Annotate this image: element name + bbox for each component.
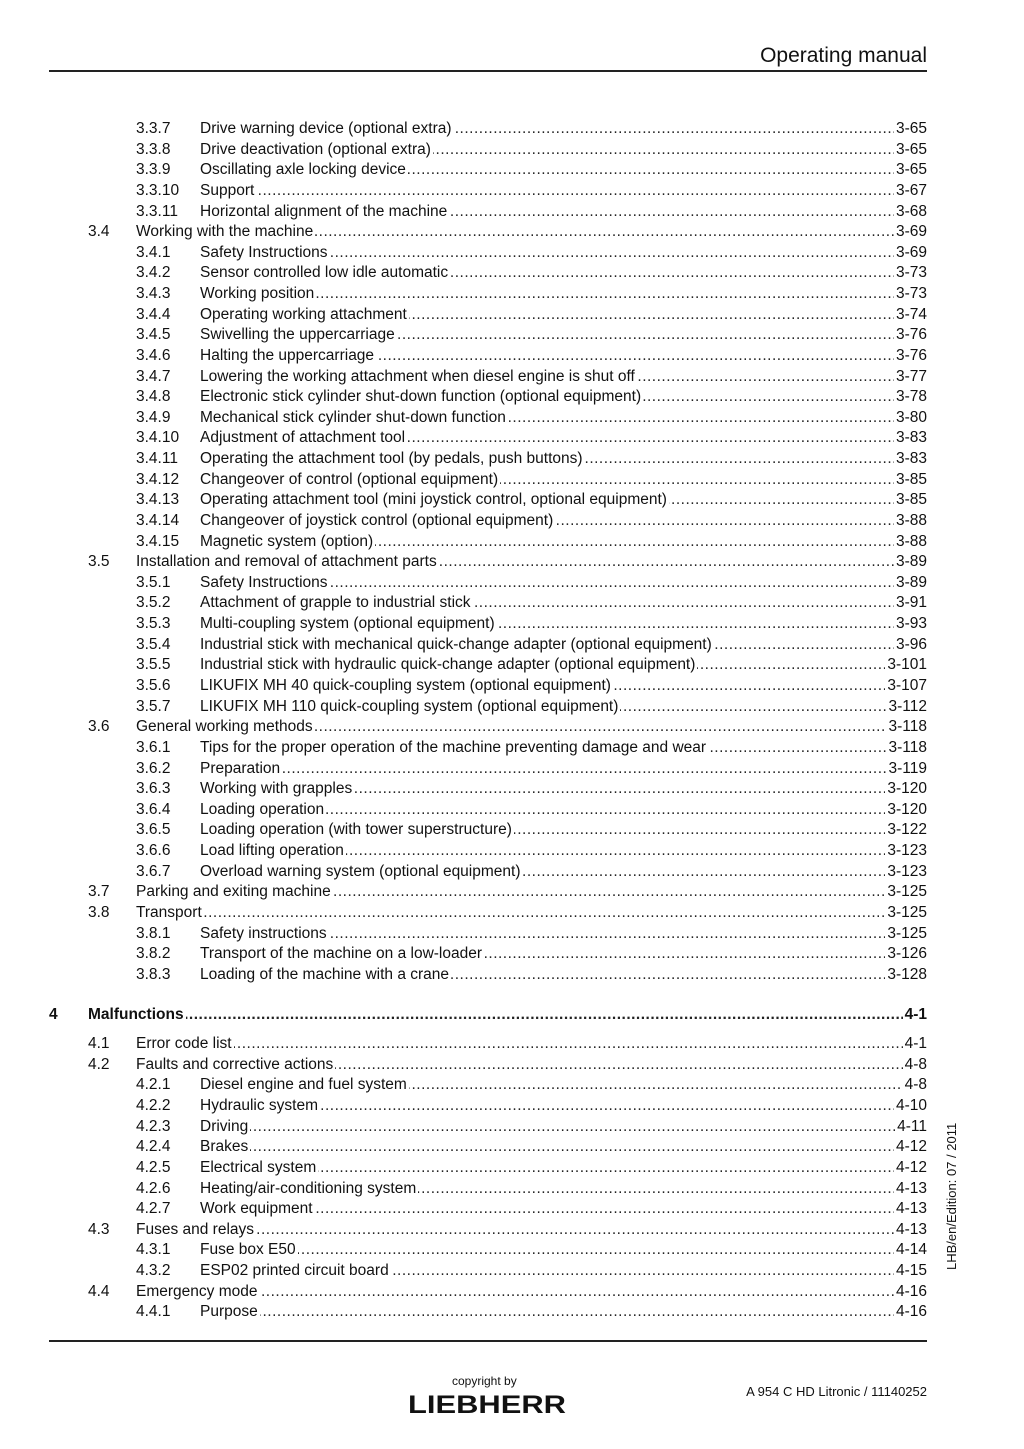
toc-page-number: 3-128 [887, 966, 927, 983]
toc-row [136, 841, 927, 861]
toc-row [136, 779, 927, 799]
toc-number: 3.3.7 [136, 120, 171, 137]
toc-number: 3.4.1 [136, 244, 171, 261]
toc-number: 3.5.2 [136, 594, 171, 611]
toc-page-number: 3-125 [887, 925, 927, 942]
toc-entry-title: Multi-coupling system (optional equipment) [200, 615, 495, 632]
toc-row [136, 387, 927, 407]
toc-row [136, 305, 927, 325]
toc-row [136, 944, 927, 964]
toc-number: 4.2.5 [136, 1159, 171, 1176]
toc-entry-title: Faults and corrective actions [136, 1056, 334, 1073]
toc-leader-dots [200, 1137, 927, 1157]
toc-page-number: 3-107 [887, 677, 927, 694]
toc-number: 4.3.1 [136, 1241, 171, 1258]
toc-row [136, 1179, 927, 1199]
toc-entry-title: Magnetic system (option) [200, 533, 374, 550]
toc-row [136, 1096, 927, 1116]
liebherr-logo [408, 1392, 568, 1416]
header-rule [49, 70, 927, 72]
toc-page-number: 4-13 [895, 1200, 927, 1217]
toc-entry-title: ESP02 printed circuit board [200, 1262, 389, 1279]
toc-entry-title: Electrical system [200, 1159, 317, 1176]
toc-page-number: 3-96 [895, 636, 927, 653]
toc-entry-title: Work equipment [200, 1200, 313, 1217]
toc-row [88, 882, 927, 902]
toc-row [136, 1158, 927, 1178]
toc-entry-title: Electronic stick cylinder shut-down function (optional equipment) [200, 388, 642, 405]
toc-row [136, 1117, 927, 1137]
toc-row [136, 119, 927, 139]
toc-row [136, 181, 927, 201]
toc-page-number: 3-123 [887, 863, 927, 880]
toc-number: 4.2.2 [136, 1097, 171, 1114]
toc-chapter-row [49, 1005, 927, 1025]
toc-entry-title: Operating the attachment tool (by pedals, push buttons) [200, 450, 583, 467]
toc-number: 3.3.9 [136, 161, 171, 178]
toc-leader-dots [200, 181, 927, 201]
toc-number: 3.7 [88, 883, 110, 900]
toc-row [136, 449, 927, 469]
toc-page-number: 3-91 [895, 594, 927, 611]
toc-number: 3.6.2 [136, 760, 171, 777]
toc-page-number: 4-10 [895, 1097, 927, 1114]
toc-row [136, 862, 927, 882]
toc-number: 3.6.1 [136, 739, 171, 756]
toc-row [136, 160, 927, 180]
toc-row [136, 367, 927, 387]
toc-page-number: 3-89 [895, 574, 927, 591]
toc-entry-title: Brakes [200, 1138, 249, 1155]
toc-page-number: 3-101 [887, 656, 927, 673]
toc-entry-title: Safety Instructions [200, 244, 328, 261]
toc-row [136, 676, 927, 696]
toc-leader-dots [200, 1117, 927, 1137]
toc-row [136, 614, 927, 634]
toc-row [136, 1240, 927, 1260]
toc-page-number: 3-68 [895, 203, 927, 220]
toc-entry-title: Hydraulic system [200, 1097, 318, 1114]
toc-entry-title: Working with grapples [200, 780, 353, 797]
toc-entry-title: Support [200, 182, 255, 199]
toc-number: 3.4.2 [136, 264, 171, 281]
toc-page-number: 4-1 [904, 1006, 927, 1023]
toc-number: 4.2.3 [136, 1118, 171, 1135]
toc-row [136, 408, 927, 428]
toc-entry-title: Purpose [200, 1303, 258, 1320]
toc-number: 3.6.4 [136, 801, 171, 818]
toc-row [136, 635, 927, 655]
toc-number: 3.4.4 [136, 306, 171, 323]
toc-entry-title: Parking and exiting machine [136, 883, 331, 900]
toc-page-number: 3-88 [895, 533, 927, 550]
toc-number: 3.4.15 [136, 533, 180, 550]
toc-page-number: 3-112 [888, 698, 927, 715]
toc-entry-title: Diesel engine and fuel system [200, 1076, 407, 1093]
toc-number: 3.6.5 [136, 821, 171, 838]
toc-page-number: 3-76 [895, 347, 927, 364]
toc-page-number: 3-73 [895, 264, 927, 281]
toc-page-number: 4-13 [895, 1180, 927, 1197]
toc-number: 4.2 [88, 1056, 110, 1073]
toc-entry-title: Fuse box E50 [200, 1241, 296, 1258]
toc-row [136, 593, 927, 613]
toc-page-number: 3-85 [895, 471, 927, 488]
toc-number: 4.2.7 [136, 1200, 171, 1217]
toc-page-number: 3-126 [887, 945, 927, 962]
toc-leader-dots [200, 1302, 927, 1322]
toc-page-number: 3-77 [895, 368, 927, 385]
toc-entry-title: Loading operation [200, 801, 325, 818]
toc-number: 3.4.9 [136, 409, 171, 426]
toc-row [88, 1220, 927, 1240]
toc-page-number: 4-8 [904, 1056, 927, 1073]
toc-entry-title: Operating attachment tool (mini joystick control, optional equipment) [200, 491, 667, 508]
toc-entry-title: Safety instructions [200, 925, 327, 942]
toc-row [136, 470, 927, 490]
toc-entry-title: Halting the uppercarriage [200, 347, 375, 364]
toc-page-number: 3-83 [895, 429, 927, 446]
toc-row [88, 1034, 927, 1054]
toc-number: 3.6.7 [136, 863, 171, 880]
toc-entry-title: Fuses and relays [136, 1221, 255, 1238]
toc-page-number: 3-78 [895, 388, 927, 405]
toc-number: 3.6.6 [136, 842, 171, 859]
toc-number: 4.2.6 [136, 1180, 171, 1197]
toc-page-number: 3-120 [887, 801, 927, 818]
toc-number: 3.4.5 [136, 326, 171, 343]
toc-entry-title: Operating working attachment [200, 306, 407, 323]
toc-entry-title: Adjustment of attachment tool [200, 429, 406, 446]
toc-row [136, 655, 927, 675]
toc-row [88, 717, 927, 737]
toc-number: 3.4 [88, 223, 110, 240]
toc-page-number: 3-120 [887, 780, 927, 797]
toc-number: 3.8.1 [136, 925, 171, 942]
toc-row [88, 1282, 927, 1302]
toc-leader-dots [88, 1005, 927, 1025]
toc-page-number: 3-123 [887, 842, 927, 859]
toc-entry-title: Emergency mode [136, 1283, 258, 1300]
toc-page-number: 3-80 [895, 409, 927, 426]
toc-row [136, 428, 927, 448]
toc-entry-title: Working with the machine [136, 223, 314, 240]
toc-number: 4.3 [88, 1221, 110, 1238]
copyright-label: copyright by [452, 1374, 517, 1388]
toc-number: 4 [49, 1006, 58, 1023]
toc-row [136, 924, 927, 944]
toc-page-number: 4-14 [895, 1241, 927, 1258]
toc-number: 4.4.1 [136, 1303, 171, 1320]
toc-page-number: 3-125 [887, 883, 927, 900]
toc-row [136, 243, 927, 263]
toc-page-number: 3-119 [888, 760, 927, 777]
toc-page-number: 4-8 [904, 1076, 927, 1093]
toc-page-number: 3-76 [895, 326, 927, 343]
toc-entry-title: Attachment of grapple to industrial stick [200, 594, 471, 611]
toc-entry-title: Mechanical stick cylinder shut-down function [200, 409, 506, 426]
toc-row [136, 820, 927, 840]
toc-number: 3.4.14 [136, 512, 180, 529]
toc-page-number: 3-74 [895, 306, 927, 323]
toc-leader-dots [200, 759, 927, 779]
toc-page-number: 4-13 [895, 1221, 927, 1238]
toc-number: 4.2.1 [136, 1076, 171, 1093]
toc-number: 3.5 [88, 553, 110, 570]
toc-row [88, 903, 927, 923]
toc-number: 3.3.11 [136, 203, 178, 220]
toc-page-number: 3-73 [895, 285, 927, 302]
toc-row [136, 965, 927, 985]
toc-number: 3.4.7 [136, 368, 171, 385]
toc-number: 3.4.3 [136, 285, 171, 302]
toc-page-number: 3-67 [895, 182, 927, 199]
toc-row [136, 800, 927, 820]
toc-entry-title: Swivelling the uppercarriage [200, 326, 395, 343]
edition-note: LHB/en/Edition: 07 / 2011 [944, 1122, 959, 1270]
toc-row [136, 325, 927, 345]
toc-page-number: 4-16 [895, 1283, 927, 1300]
toc-entry-title: Oscillating axle locking device [200, 161, 406, 178]
toc-row [136, 1199, 927, 1219]
toc-entry-title: Overload warning system (optional equipment) [200, 863, 521, 880]
toc-page-number: 3-88 [895, 512, 927, 529]
toc-row [88, 1055, 927, 1075]
toc-row [136, 284, 927, 304]
toc-page-number: 4-12 [895, 1159, 927, 1176]
toc-entry-title: Driving [200, 1118, 249, 1135]
toc-page-number: 4-12 [895, 1138, 927, 1155]
toc-number: 4.2.4 [136, 1138, 171, 1155]
toc-entry-title: Drive warning device (optional extra) [200, 120, 452, 137]
toc-row [136, 1137, 927, 1157]
toc-row [136, 532, 927, 552]
toc-row [136, 573, 927, 593]
toc-row [136, 1302, 927, 1322]
toc-entry-title: Industrial stick with mechanical quick-change adapter (optional equipment) [200, 636, 712, 653]
toc-page-number: 3-122 [887, 821, 927, 838]
toc-entry-title: Transport of the machine on a low-loader [200, 945, 483, 962]
footer-rule [49, 1340, 927, 1342]
toc-number: 3.4.10 [136, 429, 180, 446]
toc-entry-title: General working methods [136, 718, 313, 735]
toc-entry-title: Lowering the working attachment when diesel engine is shut off [200, 368, 635, 385]
toc-number: 3.4.13 [136, 491, 180, 508]
toc-entry-title: Drive deactivation (optional extra) [200, 141, 431, 158]
toc-number: 3.8.3 [136, 966, 171, 983]
toc-row [136, 697, 927, 717]
toc-row [136, 140, 927, 160]
toc-number: 3.4.12 [136, 471, 180, 488]
toc-number: 3.3.8 [136, 141, 171, 158]
toc-number: 3.5.7 [136, 698, 171, 715]
toc-row [136, 738, 927, 758]
toc-entry-title: Sensor controlled low idle automatic [200, 264, 449, 281]
toc-number: 4.3.2 [136, 1262, 171, 1279]
toc-page-number: 3-65 [895, 161, 927, 178]
toc-entry-title: Preparation [200, 760, 281, 777]
toc-page-number: 3-65 [895, 141, 927, 158]
toc-entry-title: Changeover of control (optional equipment) [200, 471, 499, 488]
toc-page-number: 3-83 [895, 450, 927, 467]
toc-leader-dots [136, 903, 927, 923]
toc-page-number: 4-15 [895, 1262, 927, 1279]
toc-entry-title: Loading of the machine with a crane [200, 966, 450, 983]
toc-entry-title: Installation and removal of attachment parts [136, 553, 437, 570]
toc-number: 3.6 [88, 718, 110, 735]
toc-number: 3.4.8 [136, 388, 171, 405]
toc-row [136, 1261, 927, 1281]
toc-number: 3.4.11 [136, 450, 178, 467]
toc-row [88, 222, 927, 242]
toc-row [136, 1075, 927, 1095]
toc-number: 3.6.3 [136, 780, 171, 797]
toc-entry-title: Industrial stick with hydraulic quick-change adapter (optional equipment) [200, 656, 696, 673]
toc-page-number: 4-11 [897, 1118, 927, 1135]
toc-number: 3.3.10 [136, 182, 180, 199]
toc-number: 4.4 [88, 1283, 110, 1300]
toc-number: 3.5.3 [136, 615, 171, 632]
toc-number: 3.5.1 [136, 574, 171, 591]
toc-row [136, 511, 927, 531]
toc-number: 3.4.6 [136, 347, 171, 364]
toc-page-number: 3-85 [895, 491, 927, 508]
toc-number: 3.8 [88, 904, 110, 921]
toc-page-number: 4-16 [895, 1303, 927, 1320]
toc-number: 3.5.5 [136, 656, 171, 673]
toc-page-number: 3-118 [888, 718, 927, 735]
toc-entry-title: Horizontal alignment of the machine [200, 203, 448, 220]
toc-entry-title: Loading operation (with tower superstructure) [200, 821, 512, 838]
toc-page-number: 3-125 [887, 904, 927, 921]
toc-number: 3.5.4 [136, 636, 171, 653]
toc-entry-title: LIKUFIX MH 40 quick-coupling system (optional equipment) [200, 677, 611, 694]
toc-entry-title: Safety Instructions [200, 574, 328, 591]
toc-page-number: 3-65 [895, 120, 927, 137]
toc-row [136, 490, 927, 510]
page-header-title: Operating manual [760, 44, 927, 67]
toc-number: 3.5.6 [136, 677, 171, 694]
toc-row [136, 263, 927, 283]
toc-page-number: 3-93 [895, 615, 927, 632]
toc-page-number: 3-118 [888, 739, 927, 756]
toc-page-number: 3-69 [895, 223, 927, 240]
toc-number: 4.1 [88, 1035, 110, 1052]
toc-page-number: 4-1 [904, 1035, 927, 1052]
toc-entry-title: Working position [200, 285, 315, 302]
logo-text: LIEBHERR [408, 1392, 566, 1416]
toc-entry-title: Tips for the proper operation of the machine preventing damage and wear [200, 739, 707, 756]
toc-number: 3.8.2 [136, 945, 171, 962]
toc-row [136, 346, 927, 366]
toc-entry-title: Error code list [136, 1035, 232, 1052]
toc-row [88, 552, 927, 572]
toc-entry-title: Load lifting operation [200, 842, 344, 859]
toc-entry-title: Changeover of joystick control (optional equipment) [200, 512, 554, 529]
document-reference: A 954 C HD Litronic / 11140252 [746, 1384, 927, 1399]
toc-page-number: 3-69 [895, 244, 927, 261]
toc-entry-title: Transport [136, 904, 202, 921]
toc-leader-dots [200, 1240, 927, 1260]
toc-entry-title: LIKUFIX MH 110 quick-coupling system (optional equipment) [200, 698, 619, 715]
toc-page-number: 3-89 [895, 553, 927, 570]
toc-row [136, 202, 927, 222]
toc-entry-title: Heating/air-conditioning system [200, 1180, 417, 1197]
toc-leader-dots [136, 1034, 927, 1054]
toc-row [136, 759, 927, 779]
toc-entry-title: Malfunctions [88, 1006, 184, 1023]
